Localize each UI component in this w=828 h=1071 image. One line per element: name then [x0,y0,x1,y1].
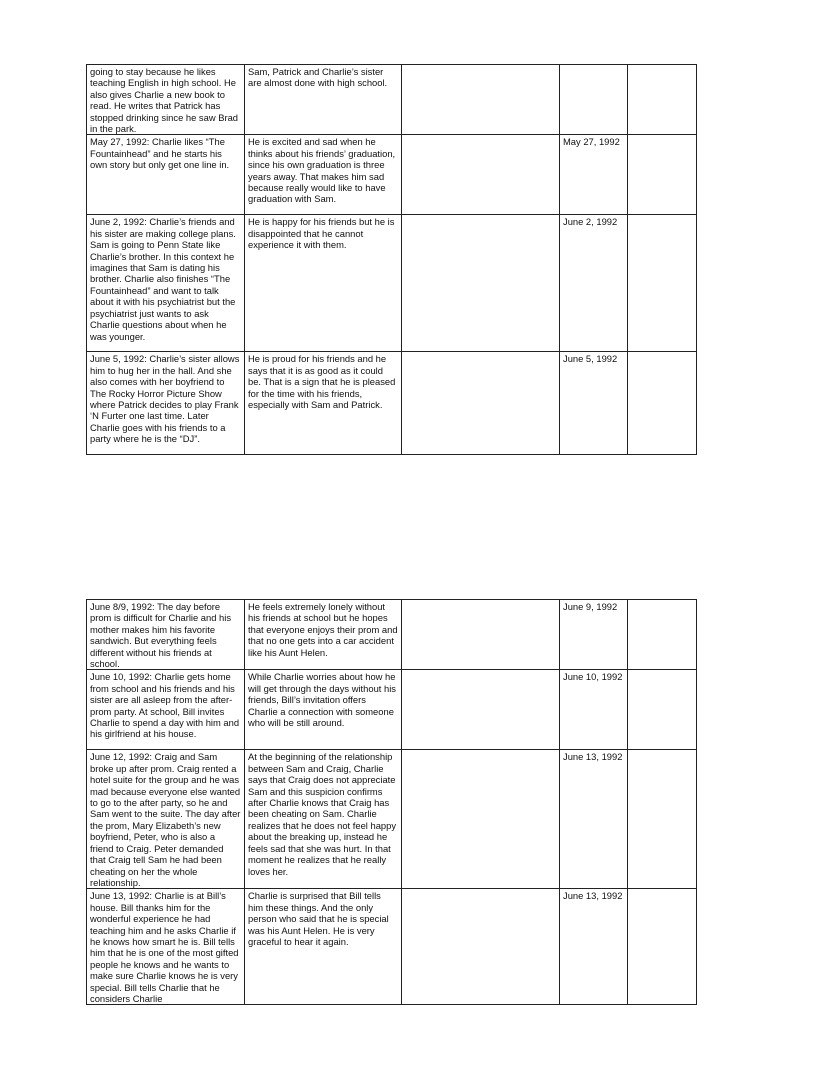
table-row [87,750,697,889]
empty-cell [628,670,697,750]
table-row [87,352,697,455]
empty-cell [628,135,697,215]
date-cell: June 2, 1992 [560,215,628,352]
event-cell: going to stay because he likes teaching English in high school. He also gives Charlie a new book to read. He writes that Patrick has stopped drinking since he saw Brad in the park. [87,65,245,135]
date-cell: June 9, 1992 [560,600,628,670]
table-row [87,65,697,135]
empty-cell [628,215,697,352]
date-cell: June 10, 1992 [560,670,628,750]
date-cell: June 13, 1992 [560,750,628,889]
table-row [87,889,697,1005]
empty-cell [402,215,560,352]
date-cell: June 13, 1992 [560,889,628,1005]
response-cell: He is proud for his friends and he says that it is as good as it could be. That is a sign that he is pleased for the time with his friends, especially with Sam and Patrick. [245,352,402,455]
empty-cell [628,750,697,889]
empty-cell [402,352,560,455]
response-cell: While Charlie worries about how he will get through the days without his friends, Bill’s invitation offers Charlie a connection with someone who will be still around. [245,670,402,750]
event-cell: June 5, 1992: Charlie’s sister allows him to hug her in the hall. And she also comes with her boyfriend to The Rocky Horror Picture Show where Patrick decides to play Frank ‘N Furter one last time. Later Charlie goes with his friends to a party where he is the “DJ”. [87,352,245,455]
event-cell: June 12, 1992: Craig and Sam broke up after prom. Craig rented a hotel suite for the group and he was mad because everyone else wanted to go to the after party, so he and Sam went to the suite. The day after the prom, Mary Elizabeth’s new boyfriend, Peter, who is also a friend to Craig. Peter demanded that Craig tell Sam he had been cheating on her the whole relationship. [87,750,245,889]
response-cell: He is happy for his friends but he is disappointed that he cannot experience it with them. [245,215,402,352]
empty-cell [628,889,697,1005]
table-row [87,135,697,215]
date-cell: June 5, 1992 [560,352,628,455]
table-row [87,600,697,670]
response-cell: At the beginning of the relationship between Sam and Craig, Charlie says that Craig does not appreciate Sam and this suspicion confirms after Charlie knows that Craig has been cheating on Sam. Charlie realizes that he does not feel happy about the breaking up, instead he feels sad that she was hurt. In that moment he realizes that he really loves her. [245,750,402,889]
empty-cell [628,600,697,670]
empty-cell [402,135,560,215]
empty-cell [402,65,560,135]
date-cell [560,65,628,135]
date-cell: May 27, 1992 [560,135,628,215]
empty-cell [628,65,697,135]
response-cell: Sam, Patrick and Charlie’s sister are almost done with high school. [245,65,402,135]
response-cell: He is excited and sad when he thinks about his friends’ graduation, since his own graduation is three years away. That makes him sad because really would like to have graduation with Sam. [245,135,402,215]
event-cell: June 2, 1992: Charlie’s friends and his sister are making college plans. Sam is going to Penn State like Charlie’s brother. In this context he imagines that Sam is dating his brother. Charlie also finishes “The Fountainhead” and want to talk about it with his psychiatrist but the psychiatrist just wants to ask Charlie questions about when he was younger. [87,215,245,352]
journal-table-bottom [86,599,697,1005]
response-cell: He feels extremely lonely without his friends at school but he hopes that everyone enjoys their prom and that no one gets into a car accident like his Aunt Helen. [245,600,402,670]
event-cell: June 10, 1992: Charlie gets home from school and his friends and his sister are all asleep from the after-prom party. At school, Bill invites Charlie to spend a day with him and his girlfriend at his house. [87,670,245,750]
event-cell: May 27, 1992: Charlie likes “The Fountainhead” and he starts his own story but only get one line in. [87,135,245,215]
response-cell: Charlie is surprised that Bill tells him these things. And the only person who said that he is special was his Aunt Helen. He is very graceful to hear it again. [245,889,402,1005]
empty-cell [628,352,697,455]
journal-table-top [86,64,697,455]
empty-cell [402,750,560,889]
empty-cell [402,889,560,1005]
event-cell: June 13, 1992: Charlie is at Bill’s house. Bill thanks him for the wonderful experience he had teaching him and he asks Charlie if he knows how smart he is. Bill tells him that he is one of the most gifted people he knows and he wants to make sure Charlie knows he is very special. Bill tells Charlie that he considers Charlie [87,889,245,1005]
event-cell: June 8/9, 1992: The day before prom is difficult for Charlie and his mother makes him his favorite sandwich. But everything feels different without his friends at school. [87,600,245,670]
empty-cell [402,600,560,670]
table-row [87,215,697,352]
empty-cell [402,670,560,750]
table-row [87,670,697,750]
